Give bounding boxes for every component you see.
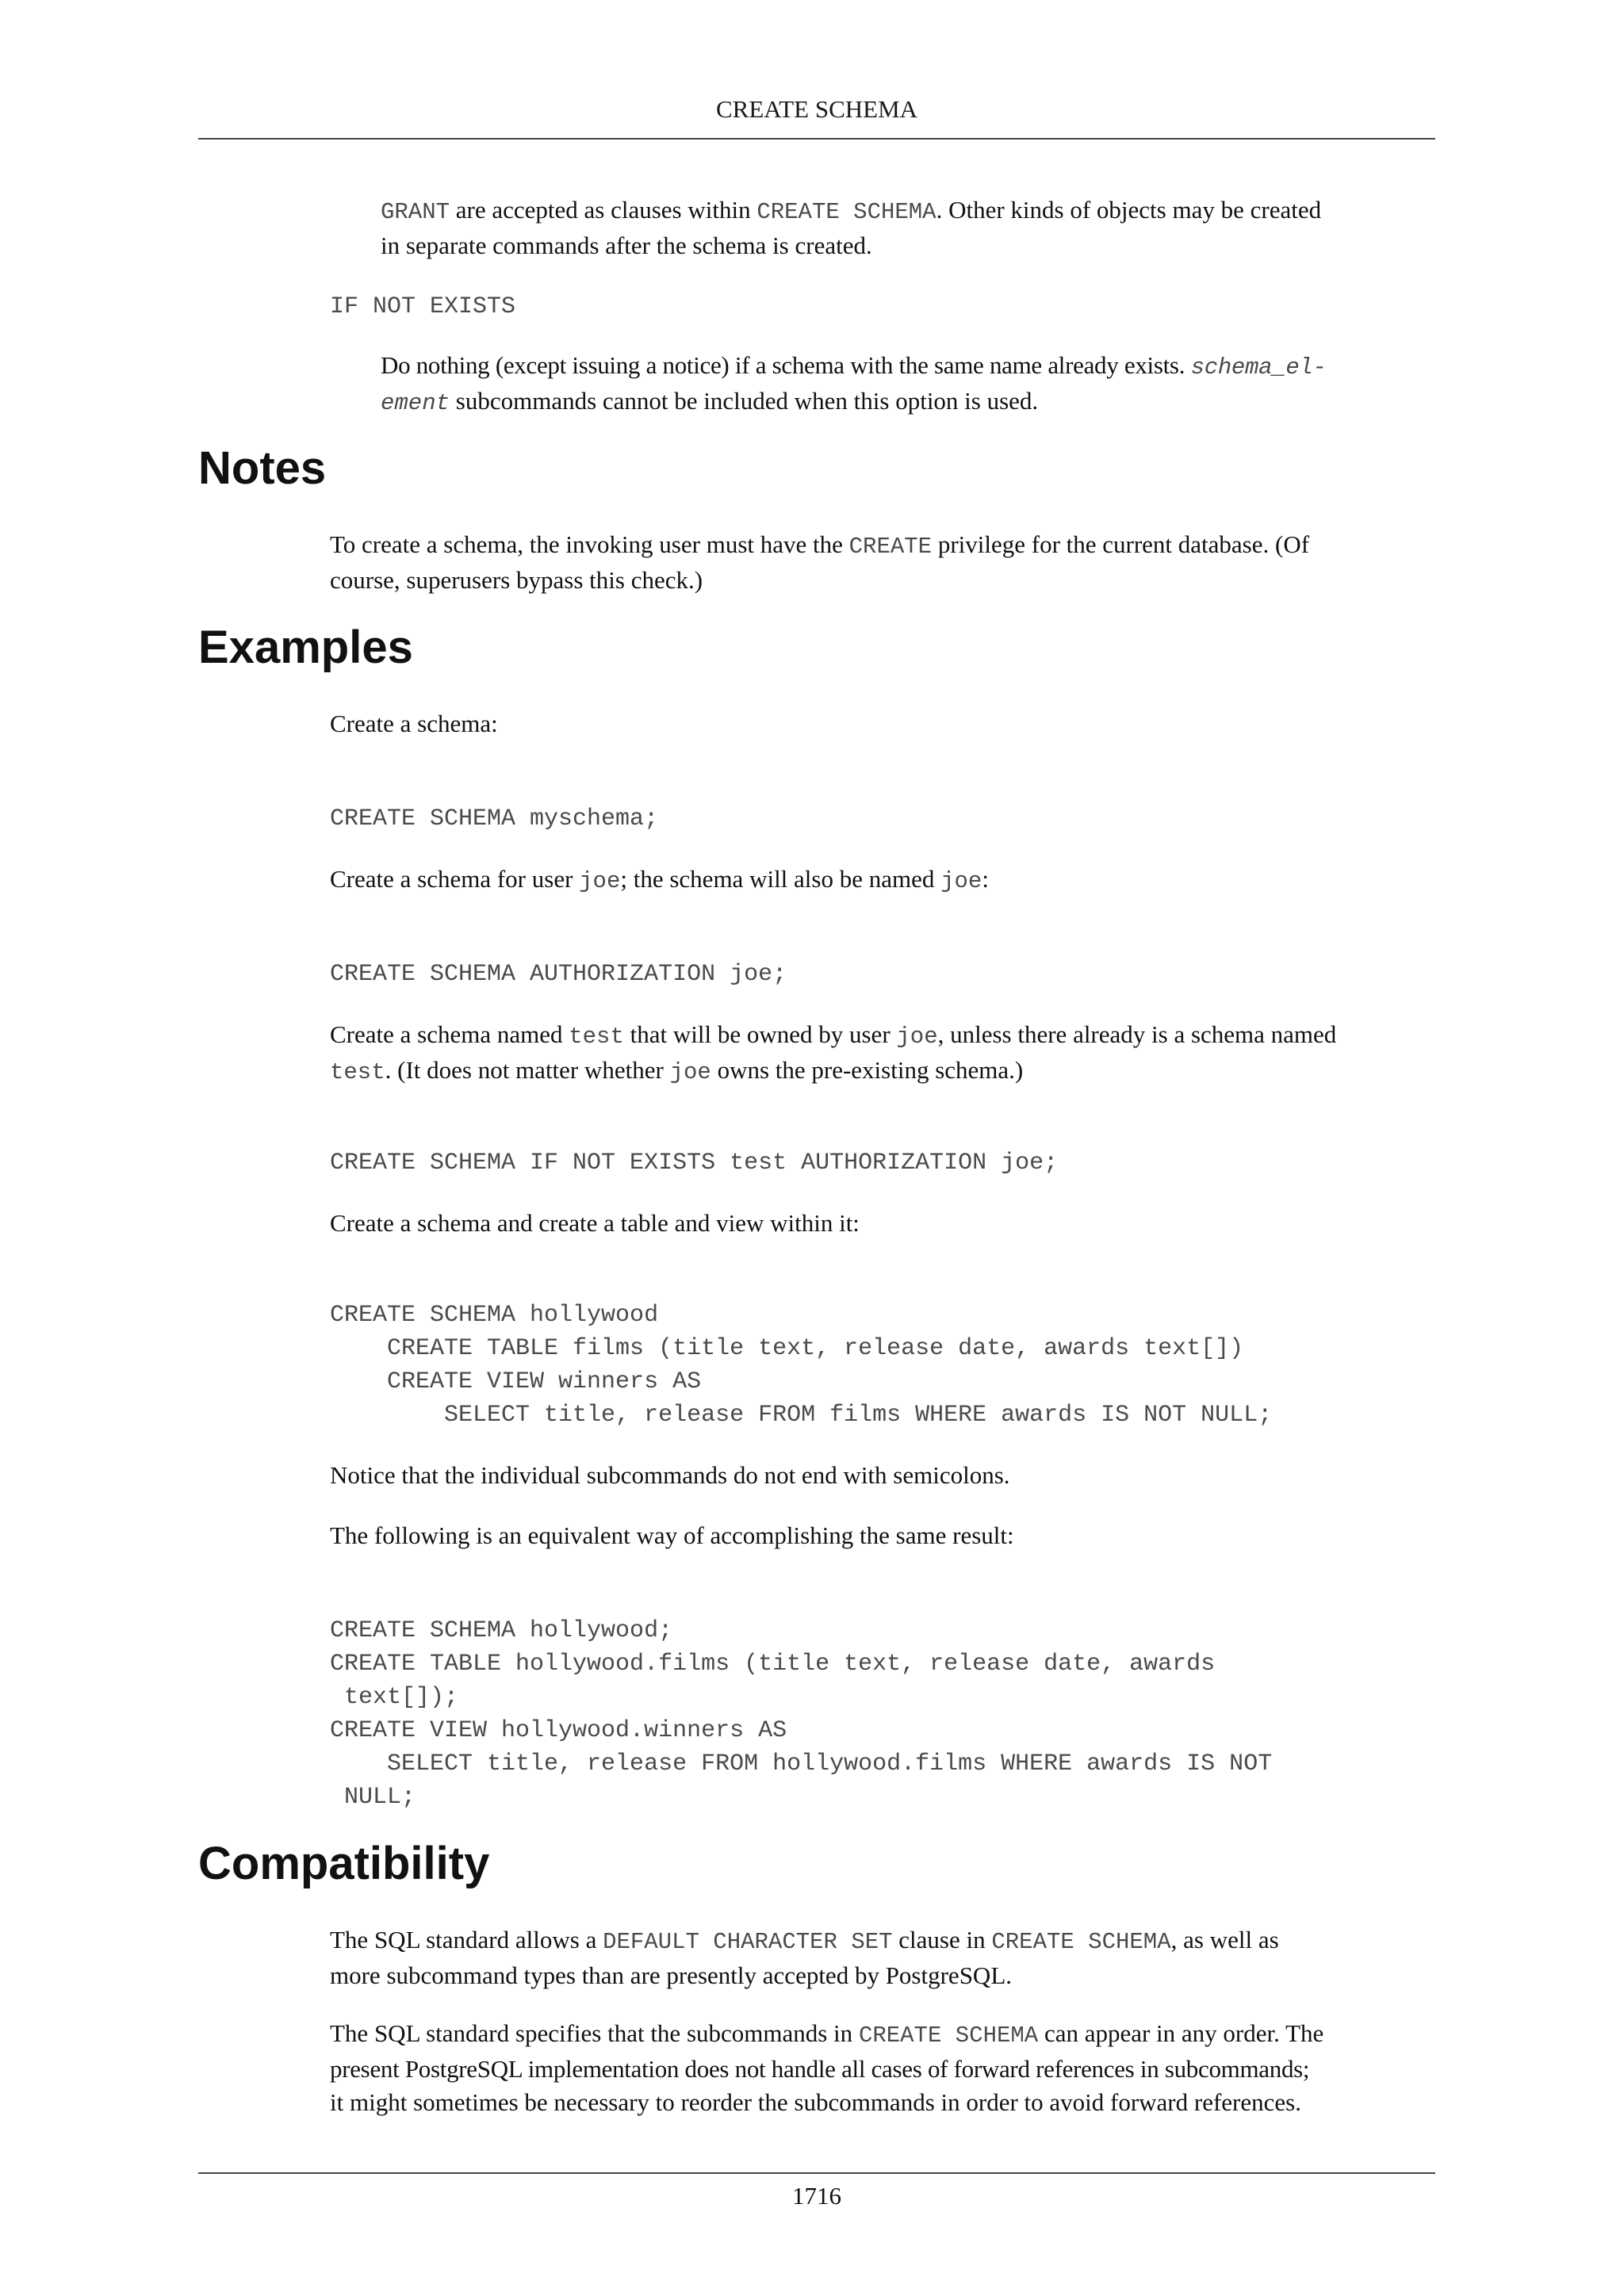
example-4-text: [330, 1207, 1435, 1240]
inline-code: CREATE SCHEMA: [756, 199, 936, 225]
paragraph: Create a schema named test that will be owned by user joe, unless there already is a schema named: [330, 1020, 1337, 1050]
parameter-description: [381, 349, 1435, 420]
code-block: CREATE SCHEMA myschema;: [330, 806, 659, 832]
section-heading: Examples: [198, 622, 413, 673]
inline-code: CREATE SCHEMA: [858, 2022, 1039, 2049]
example-6-code: [330, 1614, 1272, 1814]
paragraph: Notice that the individual subcommands do not end with semicolons.: [330, 1461, 1010, 1489]
example-1-text: [330, 707, 1435, 740]
paragraph: present PostgreSQL implementation does not handle all cases of forward references in subcommands;: [330, 2055, 1310, 2083]
paragraph: The SQL standard specifies that the subcommands in CREATE SCHEMA can appear in any order. The: [330, 2019, 1324, 2049]
parameter-term: [330, 290, 515, 323]
paragraph: The SQL standard allows a DEFAULT CHARACTER SET clause in CREATE SCHEMA, as well as: [330, 1926, 1279, 1955]
paragraph: more subcommand types than are presently accepted by PostgreSQL.: [330, 1961, 1013, 1989]
compatibility-paragraph-1: [330, 1923, 1435, 1992]
code-block: CREATE SCHEMA hollywood CREATE TABLE films (title text, release date, awards text[]) CREATE VIEW winners AS SELECT title, release FROM films WHERE awards IS NOT NULL;: [330, 1302, 1273, 1429]
example-3-text: [330, 1018, 1435, 1089]
inline-code: test: [569, 1024, 624, 1050]
section-heading: Compatibility: [198, 1838, 490, 1889]
header-rule: [198, 138, 1435, 140]
code-block: CREATE SCHEMA IF NOT EXISTS test AUTHORIZATION joe;: [330, 1150, 1059, 1177]
inline-code: GRANT: [381, 199, 450, 225]
paragraph: Create a schema:: [330, 710, 498, 737]
inline-code: CREATE SCHEMA: [991, 1929, 1171, 1955]
paragraph: The following is an equivalent way of accomplishing the same result:: [330, 1521, 1014, 1549]
inline-code: joe: [940, 868, 982, 894]
notes-heading-block: [198, 441, 326, 496]
paragraph: ement subcommands cannot be included when this option is used.: [381, 387, 1039, 416]
example-2-code: [330, 958, 787, 991]
inline-code: CREATE: [848, 534, 933, 560]
paragraph: To create a schema, the invoking user must have the CREATE privilege for the current database. (Of: [330, 530, 1310, 560]
paragraph: Create a schema and create a table and view within it:: [330, 1209, 860, 1237]
paragraph: GRANT are accepted as clauses within CREATE SCHEMA. Other kinds of objects may be created: [381, 196, 1322, 225]
paragraph: it might sometimes be necessary to reorder the subcommands in order to avoid forward references.: [330, 2088, 1301, 2116]
page-number: 1716: [792, 2182, 841, 2210]
inline-code: joe: [669, 1059, 711, 1085]
schema-element-description: [381, 193, 1435, 262]
example-1-code: [330, 802, 658, 836]
inline-code: DEFAULT CHARACTER SET: [603, 1929, 893, 1955]
example-2-text: [330, 863, 1435, 898]
examples-heading-block: [198, 620, 413, 675]
paragraph: Do nothing (except issuing a notice) if a schema with the same name already exists. schema_el-: [381, 351, 1327, 381]
section-heading: Notes: [198, 442, 327, 494]
paragraph: Create a schema for user joe; the schema will also be named joe:: [330, 865, 989, 894]
inline-code: test: [330, 1059, 385, 1085]
notes-paragraph: [330, 528, 1435, 597]
inline-code: ement: [381, 390, 450, 416]
inline-code: joe: [579, 868, 621, 894]
compatibility-heading-block: [198, 1836, 489, 1892]
code-block: CREATE SCHEMA hollywood; CREATE TABLE hollywood.films (title text, release date, awards text[]); CREATE VIEW hollywood.winners AS SELECT title, release FROM hollywood.films WHERE awards IS NOT NULL;: [330, 1617, 1273, 1811]
paragraph: test. (It does not matter whether joe owns the pre-existing schema.): [330, 1056, 1024, 1085]
example-5-text: [330, 1459, 1435, 1492]
paragraph: course, superusers bypass this check.): [330, 566, 703, 594]
example-4-code: [330, 1299, 1272, 1432]
compatibility-paragraph-2: [330, 2017, 1435, 2119]
example-6-text: [330, 1519, 1435, 1552]
footer-rule: [198, 2172, 1435, 2174]
running-header: CREATE SCHEMA: [715, 95, 918, 123]
inline-code: joe: [896, 1024, 938, 1050]
code-block: CREATE SCHEMA AUTHORIZATION joe;: [330, 961, 787, 988]
inline-code: schema_el-: [1190, 354, 1327, 381]
example-3-code: [330, 1146, 1058, 1180]
paragraph: in separate commands after the schema is created.: [381, 232, 872, 259]
parameter-term-text: IF NOT EXISTS: [330, 293, 516, 320]
